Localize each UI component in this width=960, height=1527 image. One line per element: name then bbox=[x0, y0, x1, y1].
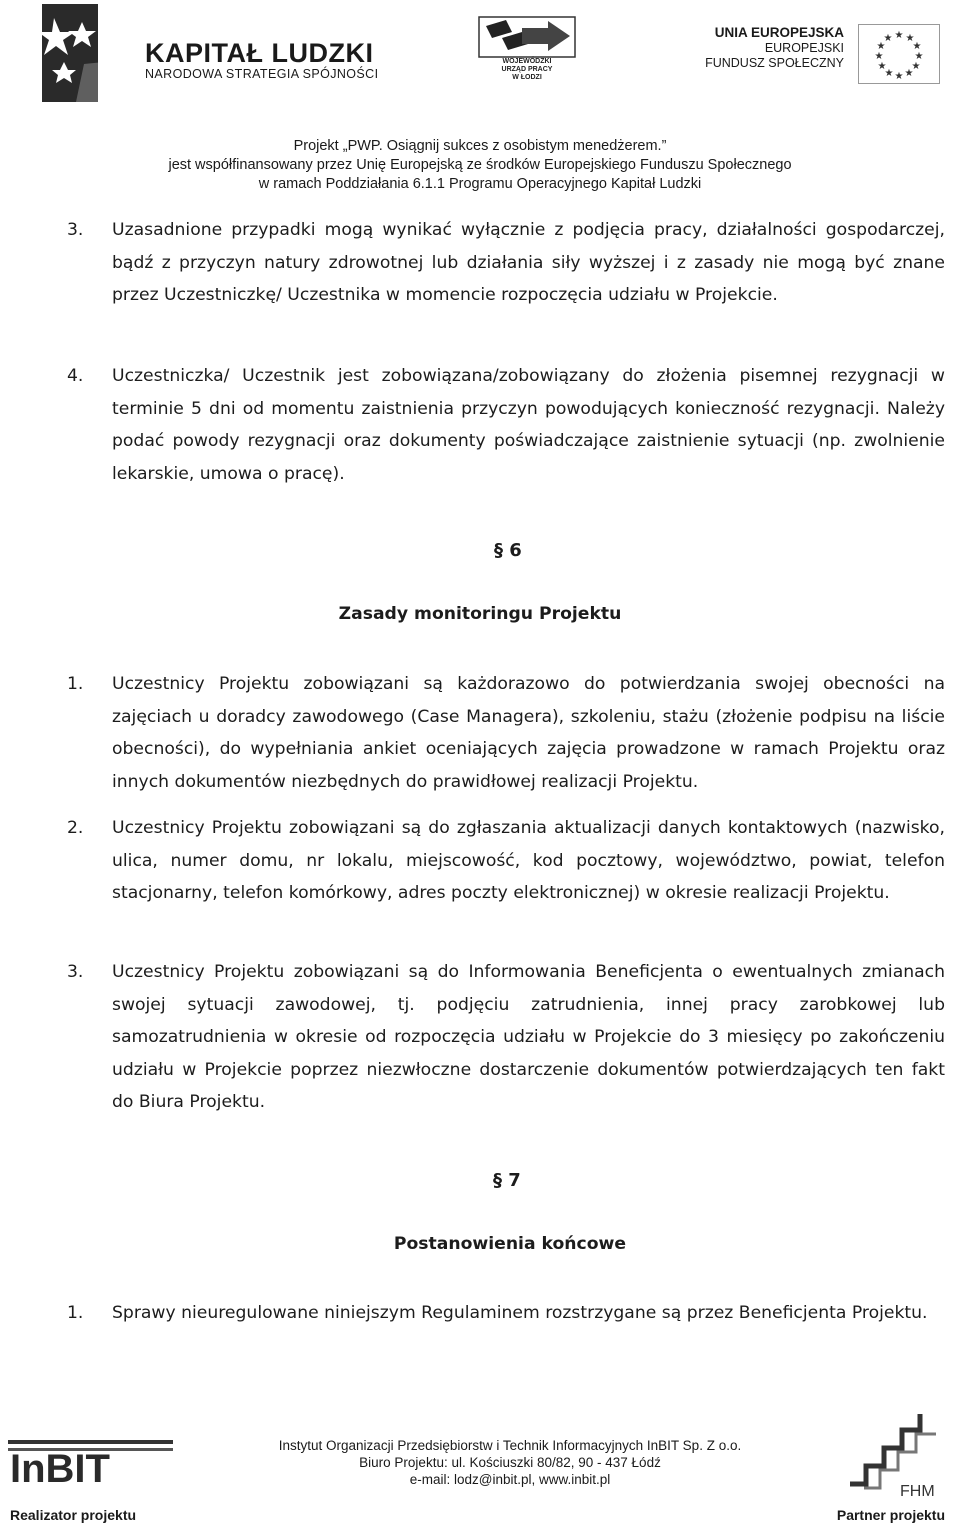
address-line-2: Biuro Projektu: ul. Kościuszki 80/82, 90 - 437 Łódź bbox=[359, 1455, 661, 1470]
svg-text:★: ★ bbox=[884, 68, 894, 79]
eu-line-1: UNIA EUROPEJSKA bbox=[714, 25, 844, 40]
wup-arrow-icon bbox=[478, 16, 576, 58]
item-number: 3. bbox=[67, 962, 84, 982]
kapital-ludzki-emblem-icon bbox=[42, 4, 104, 102]
item-text: Sprawy nieuregulowane niniejszym Regulaminem rozstrzygane są przez Beneficjenta Projektu. bbox=[112, 1303, 928, 1323]
item-number: 1. bbox=[67, 674, 84, 694]
fhm-logo-text: FHM bbox=[900, 1483, 935, 1498]
page-footer bbox=[0, 1400, 960, 1527]
wup-text bbox=[488, 58, 566, 82]
partner-label: Partner projektu bbox=[836, 1507, 945, 1523]
kapital-ludzki-subtitle: NARODOWA STRATEGIA SPÓJNOŚCI bbox=[145, 67, 379, 81]
project-info bbox=[0, 137, 960, 194]
item-text: Uczestnicy Projektu zobowiązani są każdorazowo do potwierdzania swojej obecności na zajęciach u doradcy zawodowego (Case Managera), szkoleniu, stażu (złożenie podpisu na liście obecności), do wypełniania ankiet oceniających zajęcia prowadzone w ramach Projektu oraz innych dokumentów niezbędnych do prawidłowej realizacji Projektu. bbox=[112, 674, 945, 792]
svg-text:★: ★ bbox=[876, 41, 886, 52]
address-line-1: Instytut Organizacji Przedsiębiorstw i Technik Informacyjnych InBIT Sp. Z o.o. bbox=[278, 1438, 742, 1453]
eu-flag-icon bbox=[858, 24, 940, 84]
eu-text bbox=[705, 24, 844, 71]
kapital-ludzki-title: KAPITAŁ LUDZKI bbox=[145, 38, 374, 68]
project-line-2: jest współfinansowany przez Unię Europejską ze środków Europejskiego Funduszu Społecznego bbox=[168, 157, 792, 173]
item-text: Uczestnicy Projektu zobowiązani są do Informowania Beneficjenta o ewentualnych zmianach swojej sytuacji zawodowej, tj. podjęciu zatrudnienia, innej pracy zarobkowej lub samozatrudnienia w okresie od rozpoczęcia udziału w Projekcie do 3 miesięcy po zakończeniu udziału w Projekcie poprzez niezwłoczne dostarczenie dokumentów potwierdzających ten fakt do Biura Projektu. bbox=[112, 962, 945, 1112]
page-header bbox=[0, 0, 960, 200]
svg-text:★: ★ bbox=[914, 51, 924, 62]
svg-text:★: ★ bbox=[874, 51, 884, 62]
item-text: Uczestnicy Projektu zobowiązani są do zgłaszania aktualizacji danych kontaktowych (nazwisko, ulica, numer domu, nr lokalu, miejscowość, kod pocztowy, województwo, powiat, telefon stacjonarny, telefon komórkowy, adres poczty elektronicznej) w okresie realizacji Projektu. bbox=[112, 818, 945, 903]
wup-line-2: URZĄD PRACY bbox=[501, 66, 553, 73]
eu-logo bbox=[705, 24, 940, 84]
wup-lodz-logo bbox=[478, 16, 576, 82]
svg-text:★: ★ bbox=[904, 68, 914, 79]
fhm-logo bbox=[844, 1408, 944, 1498]
item-number: 1. bbox=[67, 1303, 84, 1323]
project-line-1: Projekt „PWP. Osiągnij sukces z osobistym menedżerem.” bbox=[293, 138, 667, 154]
footer-address bbox=[0, 1437, 960, 1488]
kapital-ludzki-logo bbox=[42, 4, 387, 102]
svg-text:★: ★ bbox=[911, 61, 921, 72]
item-number: 3. bbox=[67, 220, 84, 240]
address-line-3: e-mail: lodz@inbit.pl, www.inbit.pl bbox=[409, 1472, 611, 1487]
section-6-sign: § 6 bbox=[494, 540, 522, 561]
section-6-title: Zasady monitoringu Projektu bbox=[338, 604, 622, 624]
eu-line-2: EUROPEJSKI bbox=[764, 41, 844, 55]
project-line-3: w ramach Poddziałania 6.1.1 Programu Operacyjnego Kapitał Ludzki bbox=[258, 176, 702, 192]
svg-text:★: ★ bbox=[877, 61, 887, 72]
svg-text:★: ★ bbox=[883, 33, 893, 44]
svg-text:★: ★ bbox=[894, 30, 904, 41]
item-number: 2. bbox=[67, 818, 84, 838]
inbit-logo-text: InBIT bbox=[10, 1447, 110, 1486]
wup-line-3: W ŁODZI bbox=[512, 74, 542, 81]
wup-line-1: WOJEWÓDZKI bbox=[502, 58, 552, 65]
svg-text:★: ★ bbox=[894, 71, 904, 82]
item-text: Uczestniczka/ Uczestnik jest zobowiązana/zobowiązany do złożenia pisemnej rezygnacji w terminie 5 dni od momentu zaistnienia przyczyn powodujących konieczność rezygnacji. Należy podać powody rezygnacji oraz dokumenty poświadczające zaistnienie sytuacji (np. zwolnienie lekarskie, umowa o pracę). bbox=[112, 366, 945, 484]
fhm-logo-icon bbox=[844, 1408, 944, 1498]
item-number: 4. bbox=[67, 366, 84, 386]
realizator-label: Realizator projektu bbox=[10, 1507, 137, 1523]
svg-text:★: ★ bbox=[905, 33, 915, 44]
section-7-title: Postanowienia końcowe bbox=[393, 1234, 627, 1254]
eu-line-3: FUNDUSZ SPOŁECZNY bbox=[705, 56, 844, 70]
section-7-sign: § 7 bbox=[493, 1170, 521, 1191]
svg-text:★: ★ bbox=[912, 41, 922, 52]
item-text: Uzasadnione przypadki mogą wynikać wyłącznie z podjęcia pracy, działalności gospodarczej, bądź z przyczyn natury zdrowotnej lub działania siły wyższej i z zasady nie mogą być znane przez Uczestniczkę/ Uczestnika w momencie rozpoczęcia udziału w Projekcie. bbox=[112, 220, 945, 305]
